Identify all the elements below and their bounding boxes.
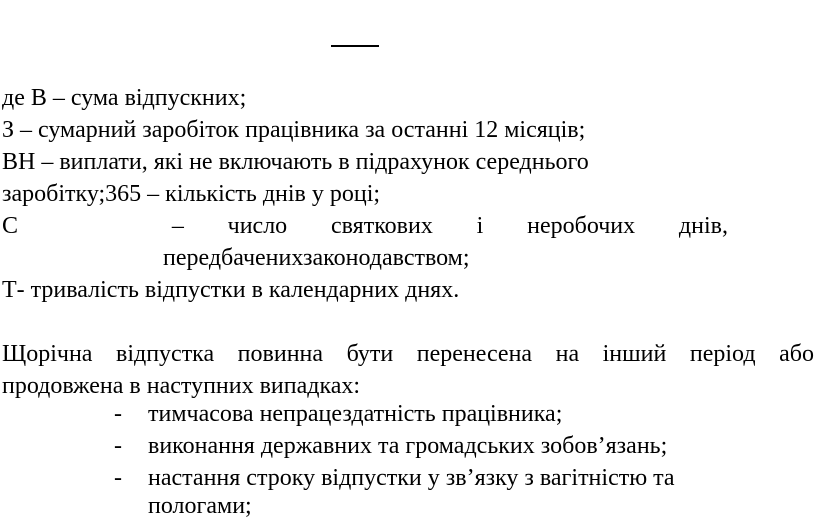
definition-c-word: днів, xyxy=(678,213,728,239)
definition-c-word: неробочих xyxy=(527,213,636,239)
definition-vn: ВН – виплати, які не включають в підрахунок середнього xyxy=(2,149,589,175)
definition-b: де В – сума відпускних; xyxy=(2,85,247,111)
list-bullet: - xyxy=(114,433,122,459)
definition-z: З – сумарний заробіток працівника за останні 12 місяців; xyxy=(2,117,586,143)
definition-c-word: святкових xyxy=(331,213,433,239)
list-bullet: - xyxy=(114,401,122,427)
list-item xyxy=(114,430,667,462)
list-item-text: тимчасова непрацездатність працівника; xyxy=(148,401,563,427)
fraction-bar xyxy=(331,45,379,47)
definition-c-word: – xyxy=(171,213,184,239)
list-bullet: - xyxy=(114,465,122,491)
paragraph-line-2: продовжена в наступних випадках: xyxy=(2,373,361,399)
paragraph-word: перенесена xyxy=(416,341,533,367)
definition-c-continued: передбаченихзаконодавством; xyxy=(163,245,470,271)
definition-c xyxy=(2,210,728,242)
paragraph-word: Щорічна xyxy=(2,341,93,367)
list-item-text: настання строку відпустки у зв’язку з вагітністю та xyxy=(148,465,675,491)
paragraph-line-1 xyxy=(2,338,814,370)
list-item-continuation: пологами; xyxy=(148,493,252,519)
definition-c-word: С xyxy=(2,213,19,239)
paragraph-word: на xyxy=(555,341,580,367)
list-item xyxy=(114,398,562,430)
paragraph-word: період xyxy=(689,341,756,367)
paragraph-word: інший xyxy=(602,341,667,367)
paragraph-word: бути xyxy=(346,341,394,367)
list-item-text: виконання державних та громадських зобов’язань; xyxy=(148,433,668,459)
paragraph-word: відпустка xyxy=(115,341,215,367)
definition-c-word: число xyxy=(227,213,288,239)
paragraph-word: повинна xyxy=(237,341,324,367)
definition-vn-continued: заробітку;365 – кількість днів у році; xyxy=(2,181,381,207)
definition-c-word: і xyxy=(476,213,484,239)
paragraph-word: або xyxy=(779,341,814,367)
definition-t: Т- тривалість відпустки в календарних днях. xyxy=(2,277,460,303)
